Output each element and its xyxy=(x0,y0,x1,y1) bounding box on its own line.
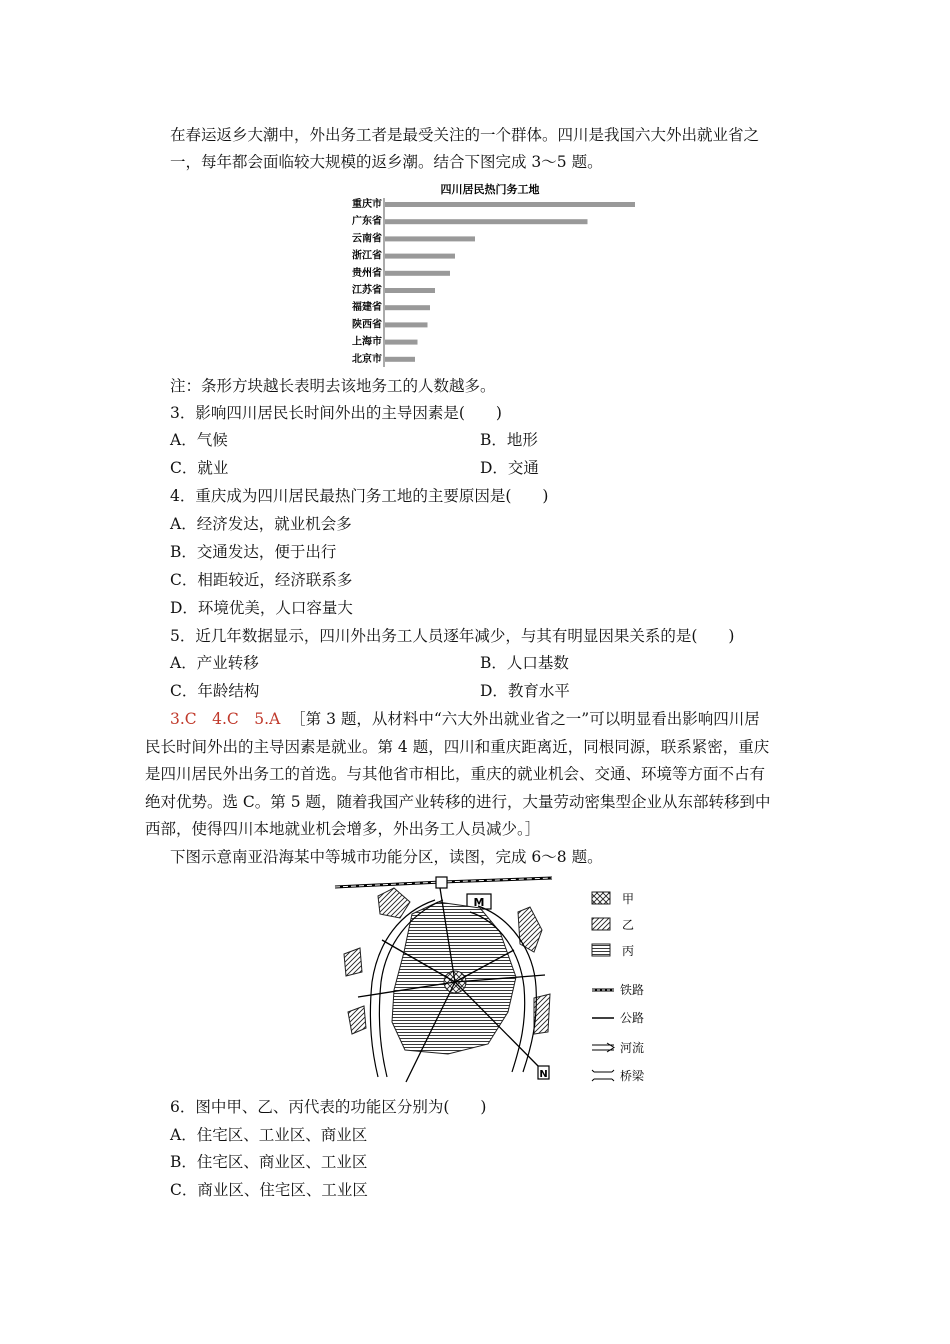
m-label: M xyxy=(473,896,485,909)
bar xyxy=(385,236,475,241)
q3-stem: 3．影响四川居民长时间外出的主导因素是( ) xyxy=(170,404,502,422)
intro-2: 下图示意南亚沿海某中等城市功能分区，读图，完成 6～8 题。 xyxy=(170,848,603,866)
map-legend xyxy=(592,892,645,1083)
bar xyxy=(385,340,418,345)
bar xyxy=(385,288,435,293)
q3-option-d[interactable]: D．交通 xyxy=(480,459,539,477)
chart-title: 四川居民热门务工地 xyxy=(440,183,540,196)
legend-label-jia: 甲 xyxy=(622,892,635,906)
answer-text-1: ［第 3 题，从材料中“六大外出就业省之一”可以明显看出影响四川居 xyxy=(290,710,760,728)
q5-option-a[interactable]: A．产业转移 xyxy=(170,654,259,672)
q4-stem: 4．重庆成为四川居民最热门务工地的主要原因是( ) xyxy=(170,487,549,505)
bar xyxy=(385,305,430,310)
q3-option-b[interactable]: B．地形 xyxy=(480,431,538,449)
zone-yi-5 xyxy=(348,1006,366,1034)
legend-swatch-jia xyxy=(592,892,610,904)
q4-option-c[interactable]: C．相距较近，经济联系多 xyxy=(170,571,353,589)
bar-label: 上海市 xyxy=(352,336,382,348)
q3-option-a[interactable]: A．气候 xyxy=(170,431,228,449)
q5-option-c[interactable]: C．年龄结构 xyxy=(170,682,260,700)
q5-stem: 5．近几年数据显示，四川外出务工人员逐年减少，与其有明显因果关系的是( ) xyxy=(170,627,735,645)
legend-swatch-river xyxy=(592,1043,614,1052)
q6-stem: 6．图中甲、乙、丙代表的功能区分别为( ) xyxy=(170,1098,487,1116)
bar xyxy=(385,357,415,362)
legend-label-bridge: 桥梁 xyxy=(620,1069,645,1083)
bar xyxy=(385,322,428,327)
legend-swatch-yi xyxy=(592,918,610,930)
answer-keys: 3.C 4.C 5.A xyxy=(170,710,281,728)
bar xyxy=(385,202,635,207)
bar xyxy=(385,219,588,224)
intro-line-1: 在春运返乡大潮中，外出务工者是最受关注的一个群体。四川是我国六大外出就业省之 xyxy=(170,126,760,144)
chart-note: 注：条形方块越长表明去该地务工的人数越多。 xyxy=(170,377,496,395)
zone-yi-1 xyxy=(378,888,410,918)
zone-yi-3 xyxy=(344,948,362,976)
bar-label: 浙江省 xyxy=(352,250,382,262)
bar-label: 北京市 xyxy=(352,353,382,365)
q3-option-c[interactable]: C．就业 xyxy=(170,459,229,477)
bar-label: 陕西省 xyxy=(352,319,382,331)
bar-label: 云南省 xyxy=(352,233,382,245)
answer-line-3: 是四川居民外出务工的首选。与其他省市相比，重庆的就业机会、交通、环境等方面不占有 xyxy=(145,765,766,783)
legend-label-road: 公路 xyxy=(620,1011,645,1025)
legend-label-yi: 乙 xyxy=(622,918,635,932)
q4-option-d[interactable]: D．环境优美，人口容量大 xyxy=(170,599,353,617)
n-label: N xyxy=(539,1069,548,1080)
q4-option-b[interactable]: B．交通发达，便于出行 xyxy=(170,543,337,561)
q5-option-d[interactable]: D．教育水平 xyxy=(480,682,570,700)
zone-yi-2 xyxy=(518,907,542,952)
q6-option-c[interactable]: C．商业区、住宅区、工业区 xyxy=(170,1181,368,1199)
bar-label: 福建省 xyxy=(352,302,382,314)
bar-label: 广东省 xyxy=(352,216,382,228)
bar xyxy=(385,254,455,259)
bar-label: 贵州省 xyxy=(352,267,382,279)
answer-line-5: 西部，使得四川本地就业机会增多，外出务工人员减少。］ xyxy=(145,820,541,838)
legend-label-railway: 铁路 xyxy=(620,983,645,997)
bar-label: 江苏省 xyxy=(352,285,382,296)
intro-line-2: 一，每年都会面临较大规模的返乡潮。结合下图完成 3～5 题。 xyxy=(170,153,603,171)
answer-line-1 xyxy=(170,709,760,729)
railway-station-icon xyxy=(436,877,447,888)
answer-line-2: 民长时间外出的主导因素是就业。第 4 题，四川和重庆距离近，同根同源，联系紧密，重庆 xyxy=(145,738,770,756)
q6-option-a[interactable]: A．住宅区、工业区、商业区 xyxy=(170,1126,368,1144)
legend-label-bing: 丙 xyxy=(622,944,635,958)
city-function-map xyxy=(330,872,660,1090)
bar xyxy=(385,271,450,276)
q5-option-b[interactable]: B．人口基数 xyxy=(480,654,569,672)
bar-label: 重庆市 xyxy=(352,199,382,210)
answer-line-4: 绝对优势。选 C。第 5 题，随着我国产业转移的进行，大量劳动密集型企业从东部转移到中 xyxy=(145,793,771,811)
legend-swatch-bridge xyxy=(592,1070,614,1081)
legend-swatch-bing xyxy=(592,944,610,956)
q4-option-a[interactable]: A．经济发达，就业机会多 xyxy=(170,515,352,533)
work-destination-bar-chart xyxy=(340,180,650,370)
legend-label-river: 河流 xyxy=(620,1041,645,1055)
q6-option-b[interactable]: B．住宅区、商业区、工业区 xyxy=(170,1153,368,1171)
